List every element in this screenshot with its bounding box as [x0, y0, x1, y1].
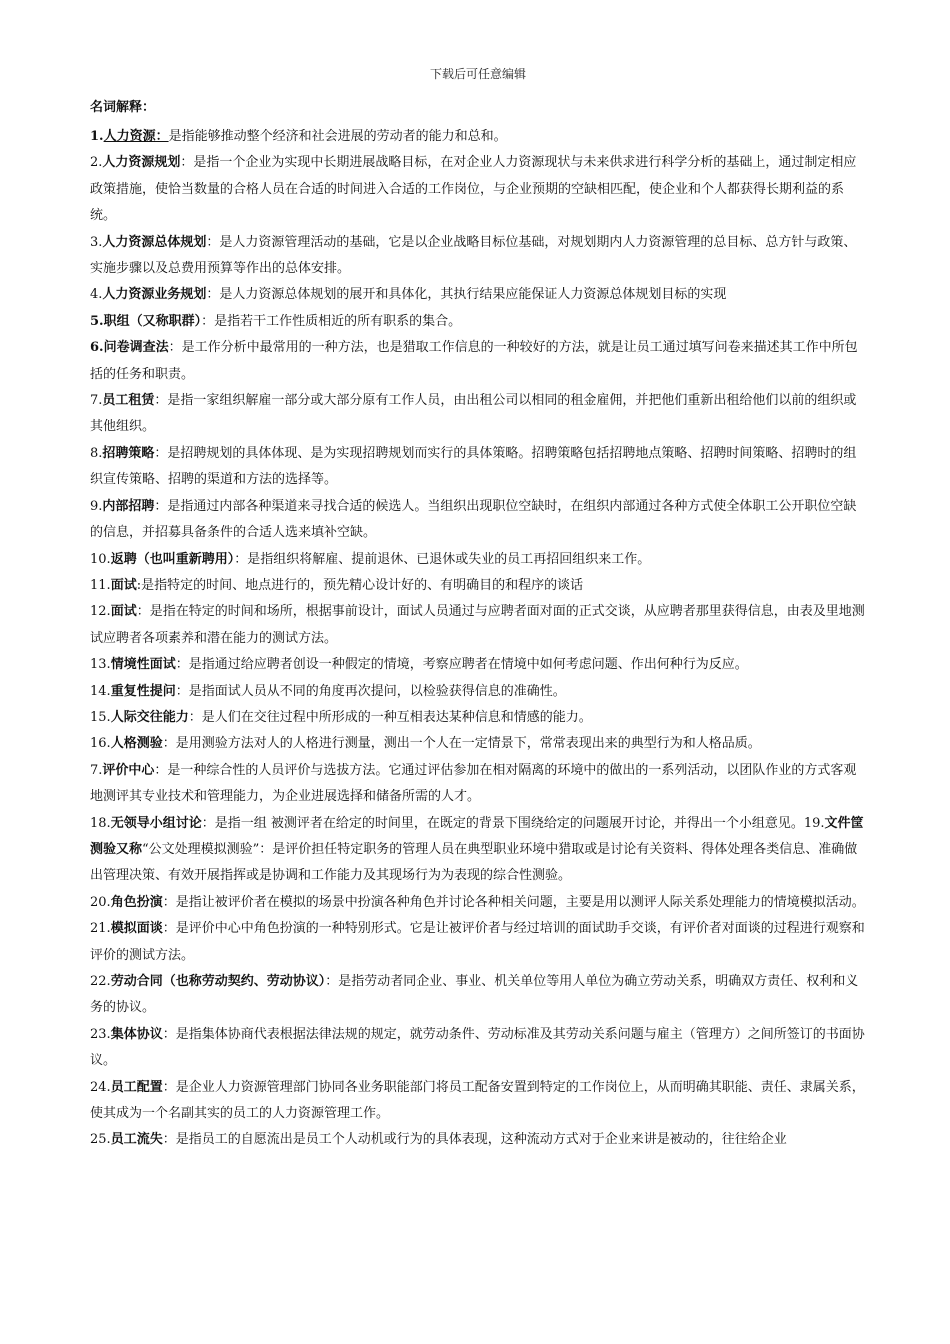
entry-number: 19.	[803, 815, 825, 831]
entry-description: ：是指一个企业为实现中长期进展战略目标，在对企业人力资源现状与未来供求进行科学分析的基础上，通过制定相应政策措施，使恰当数量的合格人员在合适的时间进入合适的工作岗位，与企业预期的空缺相匹配，使企业和个人都获得长期利益的系统。	[90, 155, 857, 224]
page-header: 下载后可任意编辑	[429, 67, 526, 81]
entry-number: 3.	[90, 234, 103, 250]
definition-entry	[90, 124, 866, 150]
entry-description: ：是指组织将解雇、提前退休、已退休或失业的员工再招回组织来工作。	[234, 551, 651, 567]
entry-term: 员工配置	[110, 1079, 163, 1095]
entry-term: 评价中心	[102, 762, 155, 778]
entry-number: 20.	[90, 894, 111, 910]
entry-number: 15.	[90, 709, 111, 725]
entry-description: ：是指员工的自愿流出是员工个人动机或行为的具体表现，这种流动方式对于企业来讲是被动的，往往给企业	[162, 1132, 787, 1148]
entry-number: 1.	[90, 129, 104, 144]
entry-term: 面试	[110, 577, 137, 593]
definition-entry	[90, 705, 866, 731]
entry-number: 21.	[90, 921, 111, 937]
entry-description: ：是指让被评价者在模拟的场景中扮演各种角色并讨论各种相关问题，主要是用以测评人际关系处理能力的情境模拟活动。	[162, 894, 865, 910]
entry-term: 角色扮演	[110, 894, 163, 910]
entry-number: 25.	[90, 1132, 111, 1148]
entry-term: 人力资源：	[103, 129, 169, 144]
definition-entry	[90, 599, 866, 652]
definition-entry	[90, 758, 866, 811]
entry-term: 面试	[110, 604, 137, 620]
definition-entry	[90, 1127, 866, 1153]
entry-description: ：是一种综合性的人员评价与选拔方法。它通过评估参加在相对隔离的环境中的做出的一系列活动，以团队作业的方式客观地测评其专业技术和管理能力，为企业进展选择和储备所需的人才。	[90, 762, 857, 805]
entry-term: 员工租赁	[102, 393, 155, 409]
entry-number: 22.	[90, 974, 111, 989]
entry-number: 11.	[90, 577, 111, 593]
entry-term: 集体协议	[110, 1026, 163, 1042]
entry-number: 8.	[90, 445, 103, 461]
entry-description: ：是指在特定的时间和场所，根据事前设计，面试人员通过与应聘者面对面的正式交谈，从应聘者那里获得信息，由表及里地测试应聘者各项素养和潜在能力的测试方法。	[90, 604, 865, 646]
entry-number: 7.	[90, 762, 103, 778]
entry-term: 情境性面试	[110, 657, 176, 673]
entry-term: 无领导小组讨论	[110, 815, 202, 831]
entry-number: 24.	[90, 1079, 111, 1095]
definition-entry	[90, 916, 866, 969]
definition-entry	[90, 1022, 866, 1075]
entry-description: ：是人们在交往过程中所形成的一种互相表达某种信息和情感的能力。	[188, 709, 592, 725]
entry-description: ：是指通过内部各种渠道来寻找合适的候选人。当组织出现职位空缺时，在组织内部通过各种方式使全体职工公开职位空缺的信息，并招募具备条件的合适人选来填补空缺。	[90, 498, 857, 541]
entry-description: :是指特定的时间、地点进行的，预先精心设计好的、有明确目的和程序的谈话	[136, 577, 584, 593]
entry-term: 员工流失	[110, 1132, 163, 1148]
definition-entry	[90, 441, 866, 494]
entry-number: 18.	[90, 815, 111, 831]
entry-term: 人际交往能力	[110, 709, 189, 725]
definition-entry	[90, 547, 866, 573]
section-title: 名词解释：	[90, 100, 156, 115]
entry-description: ：是评价中心中角色扮演的一种特别形式。它是让被评价者与经过培训的面试助手交谈，有评价者对面谈的过程进行观察和评价的测试方法。	[90, 921, 865, 963]
entry-term: 返聘（也叫重新聘用）	[110, 551, 235, 567]
definition-entry	[90, 282, 866, 308]
entry-term: 职组（又称职群）	[103, 313, 202, 329]
definition-entry	[90, 150, 866, 229]
definition-entry	[90, 731, 866, 757]
entry-description: ：是指面试人员从不同的角度再次提问，以检验获得信息的准确性。	[175, 683, 566, 699]
entry-number: 23.	[90, 1026, 111, 1042]
entry-description: ：是指一家组织解雇一部分或大部分原有工作人员，由出租公司以相同的租金雇佣，并把他们重新出租给他们以前的组织或其他组织。	[90, 393, 857, 435]
entry-description: ：是指若干工作性质相近的所有职系的集合。	[201, 313, 462, 329]
entry-term: 问卷调查法	[103, 340, 169, 356]
entry-number: 2.	[90, 155, 103, 171]
entry-term: 模拟面谈	[110, 921, 163, 937]
definition-entry	[90, 1075, 866, 1128]
entry-number: 13.	[90, 657, 111, 673]
entry-number: 16.	[90, 736, 111, 752]
entry-number: 10.	[90, 551, 111, 567]
entry-description: ：是指集体协商代表根据法律法规的规定，就劳动条件、劳动标准及其劳动关系问题与雇主（管理方）之间所签订的书面协议。	[90, 1026, 865, 1069]
entry-description: ：是用测验方法对人的人格进行测量，测出一个人在一定情景下，常常表现出来的典型行为和人格品质。	[162, 736, 761, 752]
entry-description: ：是人力资源管理活动的基础，它是以企业战略目标位基础，对规划期内人力资源管理的总目标、总方针与政策、实施步骤以及总费用预算等作出的总体安排。	[90, 234, 857, 277]
definition-list	[90, 124, 866, 1154]
entry-term: 人格测验	[110, 736, 163, 752]
entry-description: ：是指一组 被测评者在给定的时间里，在既定的背景下围绕给定的问题展开讨论，并得出一个小组意见。	[201, 815, 804, 831]
entry-description: ：是企业人力资源管理部门协同各业务职能部门将员工配备安置到特定的工作岗位上，从而明确其职能、责任、隶属关系，使其成为一个名副其实的员工的人力资源管理工作。	[90, 1079, 865, 1122]
entry-term: 重复性提问	[110, 683, 176, 699]
entry-description: 是指能够推动整个经济和社会进展的劳动者的能力和总和。	[168, 129, 507, 144]
entry-description: ：是指通过给应聘者创设一种假定的情境，考察应聘者在情境中如何考虑问题、作出何种行为反应。	[175, 657, 748, 673]
entry-term: 劳动合同（也称劳动契约、劳动协议）	[110, 974, 326, 989]
entry-description: ：是招聘规划的具体体现、是为实现招聘规划而实行的具体策略。招聘策略包括招聘地点策略、招聘时间策略、招聘时的组织宣传策略、招聘的渠道和方法的选择等。	[90, 445, 857, 488]
definition-entry	[90, 388, 866, 441]
entry-description: ：是工作分析中最常用的一种方法，也是猎取工作信息的一种较好的方法，就是让员工通过填写问卷来描述其工作中所包括的任务和职责。	[90, 340, 858, 382]
entry-number: 14.	[90, 683, 111, 699]
entry-term: 人力资源业务规划	[102, 287, 207, 303]
entry-term: 文件筐测验又称	[90, 815, 864, 857]
entry-number: 12.	[90, 604, 111, 620]
entry-number: 5.	[90, 313, 104, 329]
entry-number: 4.	[90, 287, 103, 303]
entry-number: 6.	[90, 340, 104, 356]
entry-term: 内部招聘	[102, 498, 155, 514]
entry-term: 人力资源规划	[102, 155, 181, 171]
definition-entry	[90, 335, 866, 388]
definition-entry	[90, 309, 866, 335]
entry-description: ：是人力资源总体规划的展开和具体化，其执行结果应能保证人力资源总体规划目标的实现	[206, 287, 727, 303]
entry-description: “公文处理模拟测验”：是评价担任特定职务的管理人员在典型职业环境中猎取或是讨论有关资料、得体处理各类信息、准确做出管理决策、有效开展指挥或是协调和工作能力及其现场行为为表现的综合性测验。	[90, 841, 858, 884]
definition-entry	[90, 969, 866, 1022]
definition-entry	[90, 811, 866, 890]
entry-description: ：是指劳动者同企业、事业、机关单位等用人单位为确立劳动关系，明确双方责任、权利和义务的协议。	[90, 974, 859, 1016]
definition-entry	[90, 573, 866, 599]
definition-entry	[90, 679, 866, 705]
definition-entry	[90, 230, 866, 283]
definition-entry	[90, 890, 866, 916]
definition-entry	[90, 652, 866, 678]
entry-number: 9.	[90, 498, 103, 514]
definition-entry	[90, 494, 866, 547]
entry-number: 7.	[90, 393, 103, 409]
entry-term: 招聘策略	[102, 445, 155, 461]
entry-term: 人力资源总体规划	[102, 234, 207, 250]
